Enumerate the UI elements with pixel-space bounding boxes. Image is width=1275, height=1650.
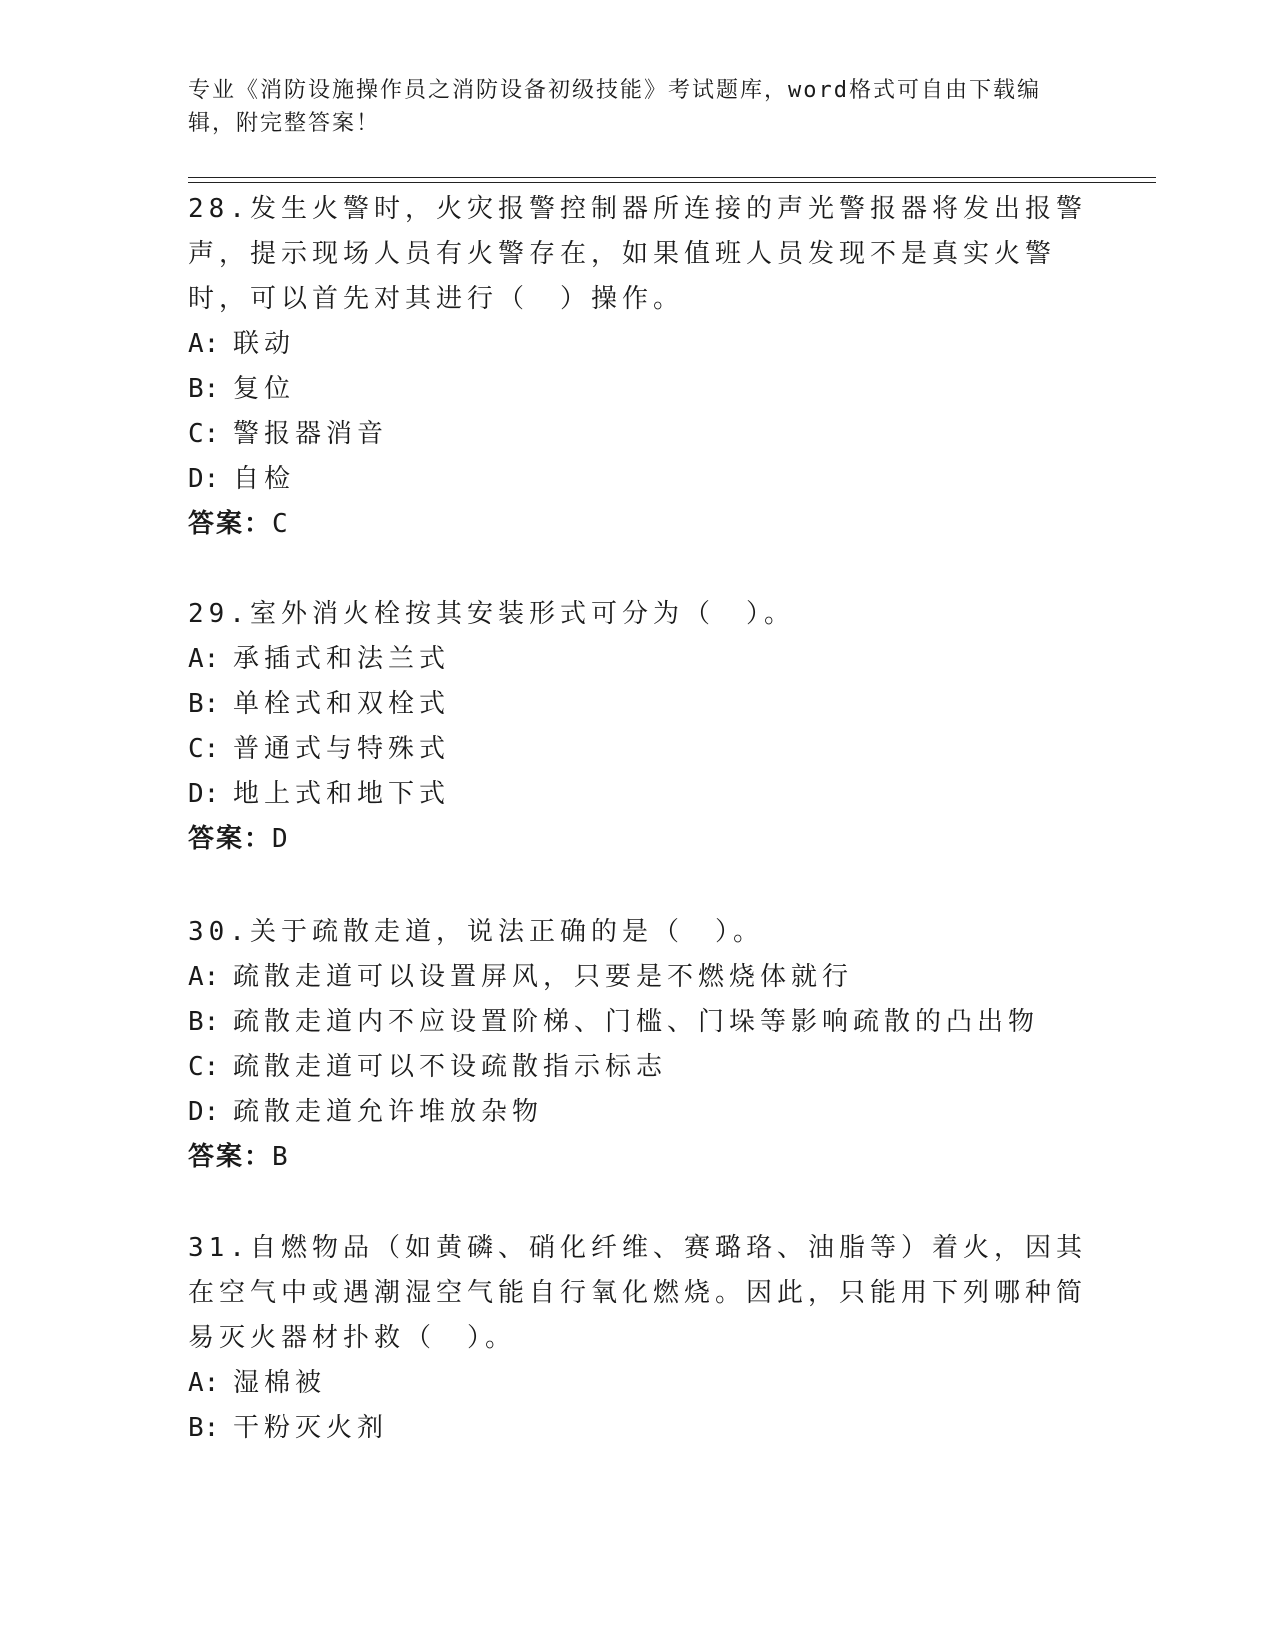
- option-d: [188, 1090, 1088, 1135]
- answer-line: [188, 502, 1088, 547]
- option-letter: A:: [188, 644, 220, 674]
- answer-label: 答案：: [188, 1142, 273, 1172]
- option-letter: B:: [188, 1413, 220, 1443]
- answer-value: C: [272, 509, 290, 539]
- option-letter: D:: [188, 779, 220, 809]
- option-letter: A:: [188, 1368, 220, 1398]
- option-text: 复位: [233, 374, 296, 404]
- option-text: 湿棉被: [233, 1368, 327, 1398]
- option-a: [188, 955, 1088, 1000]
- header-divider-bottom: [188, 182, 1156, 183]
- option-text: 疏散走道内不应设置阶梯、门槛、门垛等影响疏散的凸出物: [233, 1007, 1040, 1037]
- option-d: [188, 457, 1088, 502]
- option-c: [188, 1045, 1088, 1090]
- option-letter: D:: [188, 1097, 220, 1127]
- option-text: 干粉灭火剂: [233, 1413, 389, 1443]
- option-a: [188, 1361, 1088, 1406]
- answer-value: D: [272, 824, 290, 854]
- option-b: [188, 1000, 1088, 1045]
- question-text: 29.室外消火栓按其安装形式可分为（ ）。: [188, 599, 795, 629]
- option-c: [188, 727, 1088, 772]
- option-text: 疏散走道允许堆放杂物: [233, 1097, 544, 1127]
- question-text: 31.自燃物品（如黄磷、硝化纤维、赛璐珞、油脂等）着火，因其在空气中或遇潮湿空气能自行氧化燃烧。因此，只能用下列哪种简易灭火器材扑救（ ）。: [188, 1233, 1088, 1353]
- option-letter: C:: [188, 734, 220, 764]
- option-b: [188, 367, 1088, 412]
- answer-line: [188, 1135, 1088, 1180]
- option-text: 联动: [233, 329, 296, 359]
- option-text: 疏散走道可以设置屏风，只要是不燃烧体就行: [233, 962, 854, 992]
- option-c: [188, 412, 1088, 457]
- option-letter: B:: [188, 689, 220, 719]
- option-text: 普通式与特殊式: [233, 734, 451, 764]
- question-text: 28.发生火警时，火灾报警控制器所连接的声光警报器将发出报警声，提示现场人员有火警存在，如果值班人员发现不是真实火警时，可以首先对其进行（ ）操作。: [188, 194, 1087, 314]
- option-letter: B:: [188, 1007, 220, 1037]
- option-a: [188, 637, 1088, 682]
- option-b: [188, 682, 1088, 727]
- option-letter: C:: [188, 419, 220, 449]
- option-letter: A:: [188, 329, 220, 359]
- option-letter: D:: [188, 464, 220, 494]
- option-text: 承插式和法兰式: [233, 644, 451, 674]
- question-29: [188, 592, 1088, 862]
- option-letter: B:: [188, 374, 220, 404]
- option-text: 疏散走道可以不设疏散指示标志: [233, 1052, 668, 1082]
- question-text: 30.关于疏散走道，说法正确的是（ ）。: [188, 917, 764, 947]
- option-text: 单栓式和双栓式: [233, 689, 451, 719]
- option-text: 地上式和地下式: [233, 779, 451, 809]
- question-30: [188, 910, 1088, 1180]
- option-a: [188, 322, 1088, 367]
- header-divider-top: [188, 177, 1156, 178]
- question-31: [188, 1226, 1088, 1451]
- option-b: [188, 1406, 1088, 1451]
- option-d: [188, 772, 1088, 817]
- question-28: [188, 187, 1088, 547]
- answer-label: 答案：: [188, 824, 273, 854]
- option-letter: A:: [188, 962, 220, 992]
- option-letter: C:: [188, 1052, 220, 1082]
- answer-line: [188, 817, 1088, 862]
- answer-value: B: [272, 1142, 290, 1172]
- option-text: 警报器消音: [233, 419, 389, 449]
- answer-label: 答案：: [188, 509, 273, 539]
- document-header: 专业《消防设施操作员之消防设备初级技能》考试题库，word格式可自由下载编辑，附完整答案！: [188, 78, 1041, 136]
- option-text: 自检: [233, 464, 296, 494]
